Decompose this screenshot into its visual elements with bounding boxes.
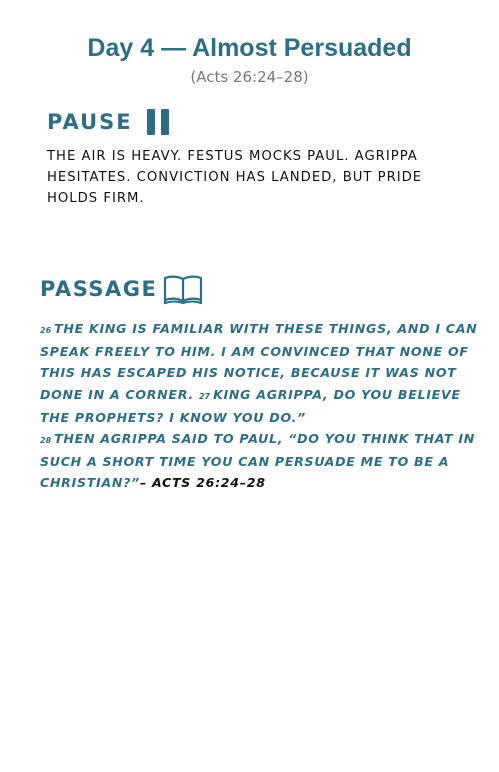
page-title: Day 4 — Almost Persuaded xyxy=(87,34,412,62)
verse-text: THE KING IS FAMILIAR WITH THESE THINGS, AND I CAN SPEAK FREELY TO HIM. I AM CONVINCED THAT NONE OF THIS HAS ESCAPED HIS NOTICE, BECAUSE IT WAS NOT DONE IN A CORNER. xyxy=(40,321,478,402)
scripture-reference-subtitle: (Acts 26:24–28) xyxy=(190,68,309,86)
pause-text: THE AIR IS HEAVY. FESTUS MOCKS PAUL. AGRIPPA HESITATES. CONVICTION HAS LANDED, BUT PRIDE HOLDS FIRM. xyxy=(47,149,423,206)
passage-reference: – ACTS 26:24–28 xyxy=(139,475,266,491)
passage-label: PASSAGE xyxy=(40,277,158,301)
verse-number: 26 xyxy=(40,326,52,335)
pause-label: PAUSE xyxy=(47,110,133,134)
verse-text: KING AGRIPPA, DO YOU BELIEVE THE PROPHETS? I KNOW YOU DO.” xyxy=(40,386,461,425)
open-book-icon xyxy=(163,273,203,305)
passage-heading xyxy=(40,273,203,305)
verse-text: THEN AGRIPPA SAID TO PAUL, “DO YOU THINK THAT IN SUCH A SHORT TIME YOU CAN PERSUADE ME TO BE A CHRISTIAN?” xyxy=(40,431,476,491)
pause-icon xyxy=(147,109,169,135)
verse-number: 28 xyxy=(40,436,52,446)
passage-text xyxy=(40,318,480,494)
verse-number: 27 xyxy=(198,391,211,401)
pause-heading xyxy=(47,108,169,136)
